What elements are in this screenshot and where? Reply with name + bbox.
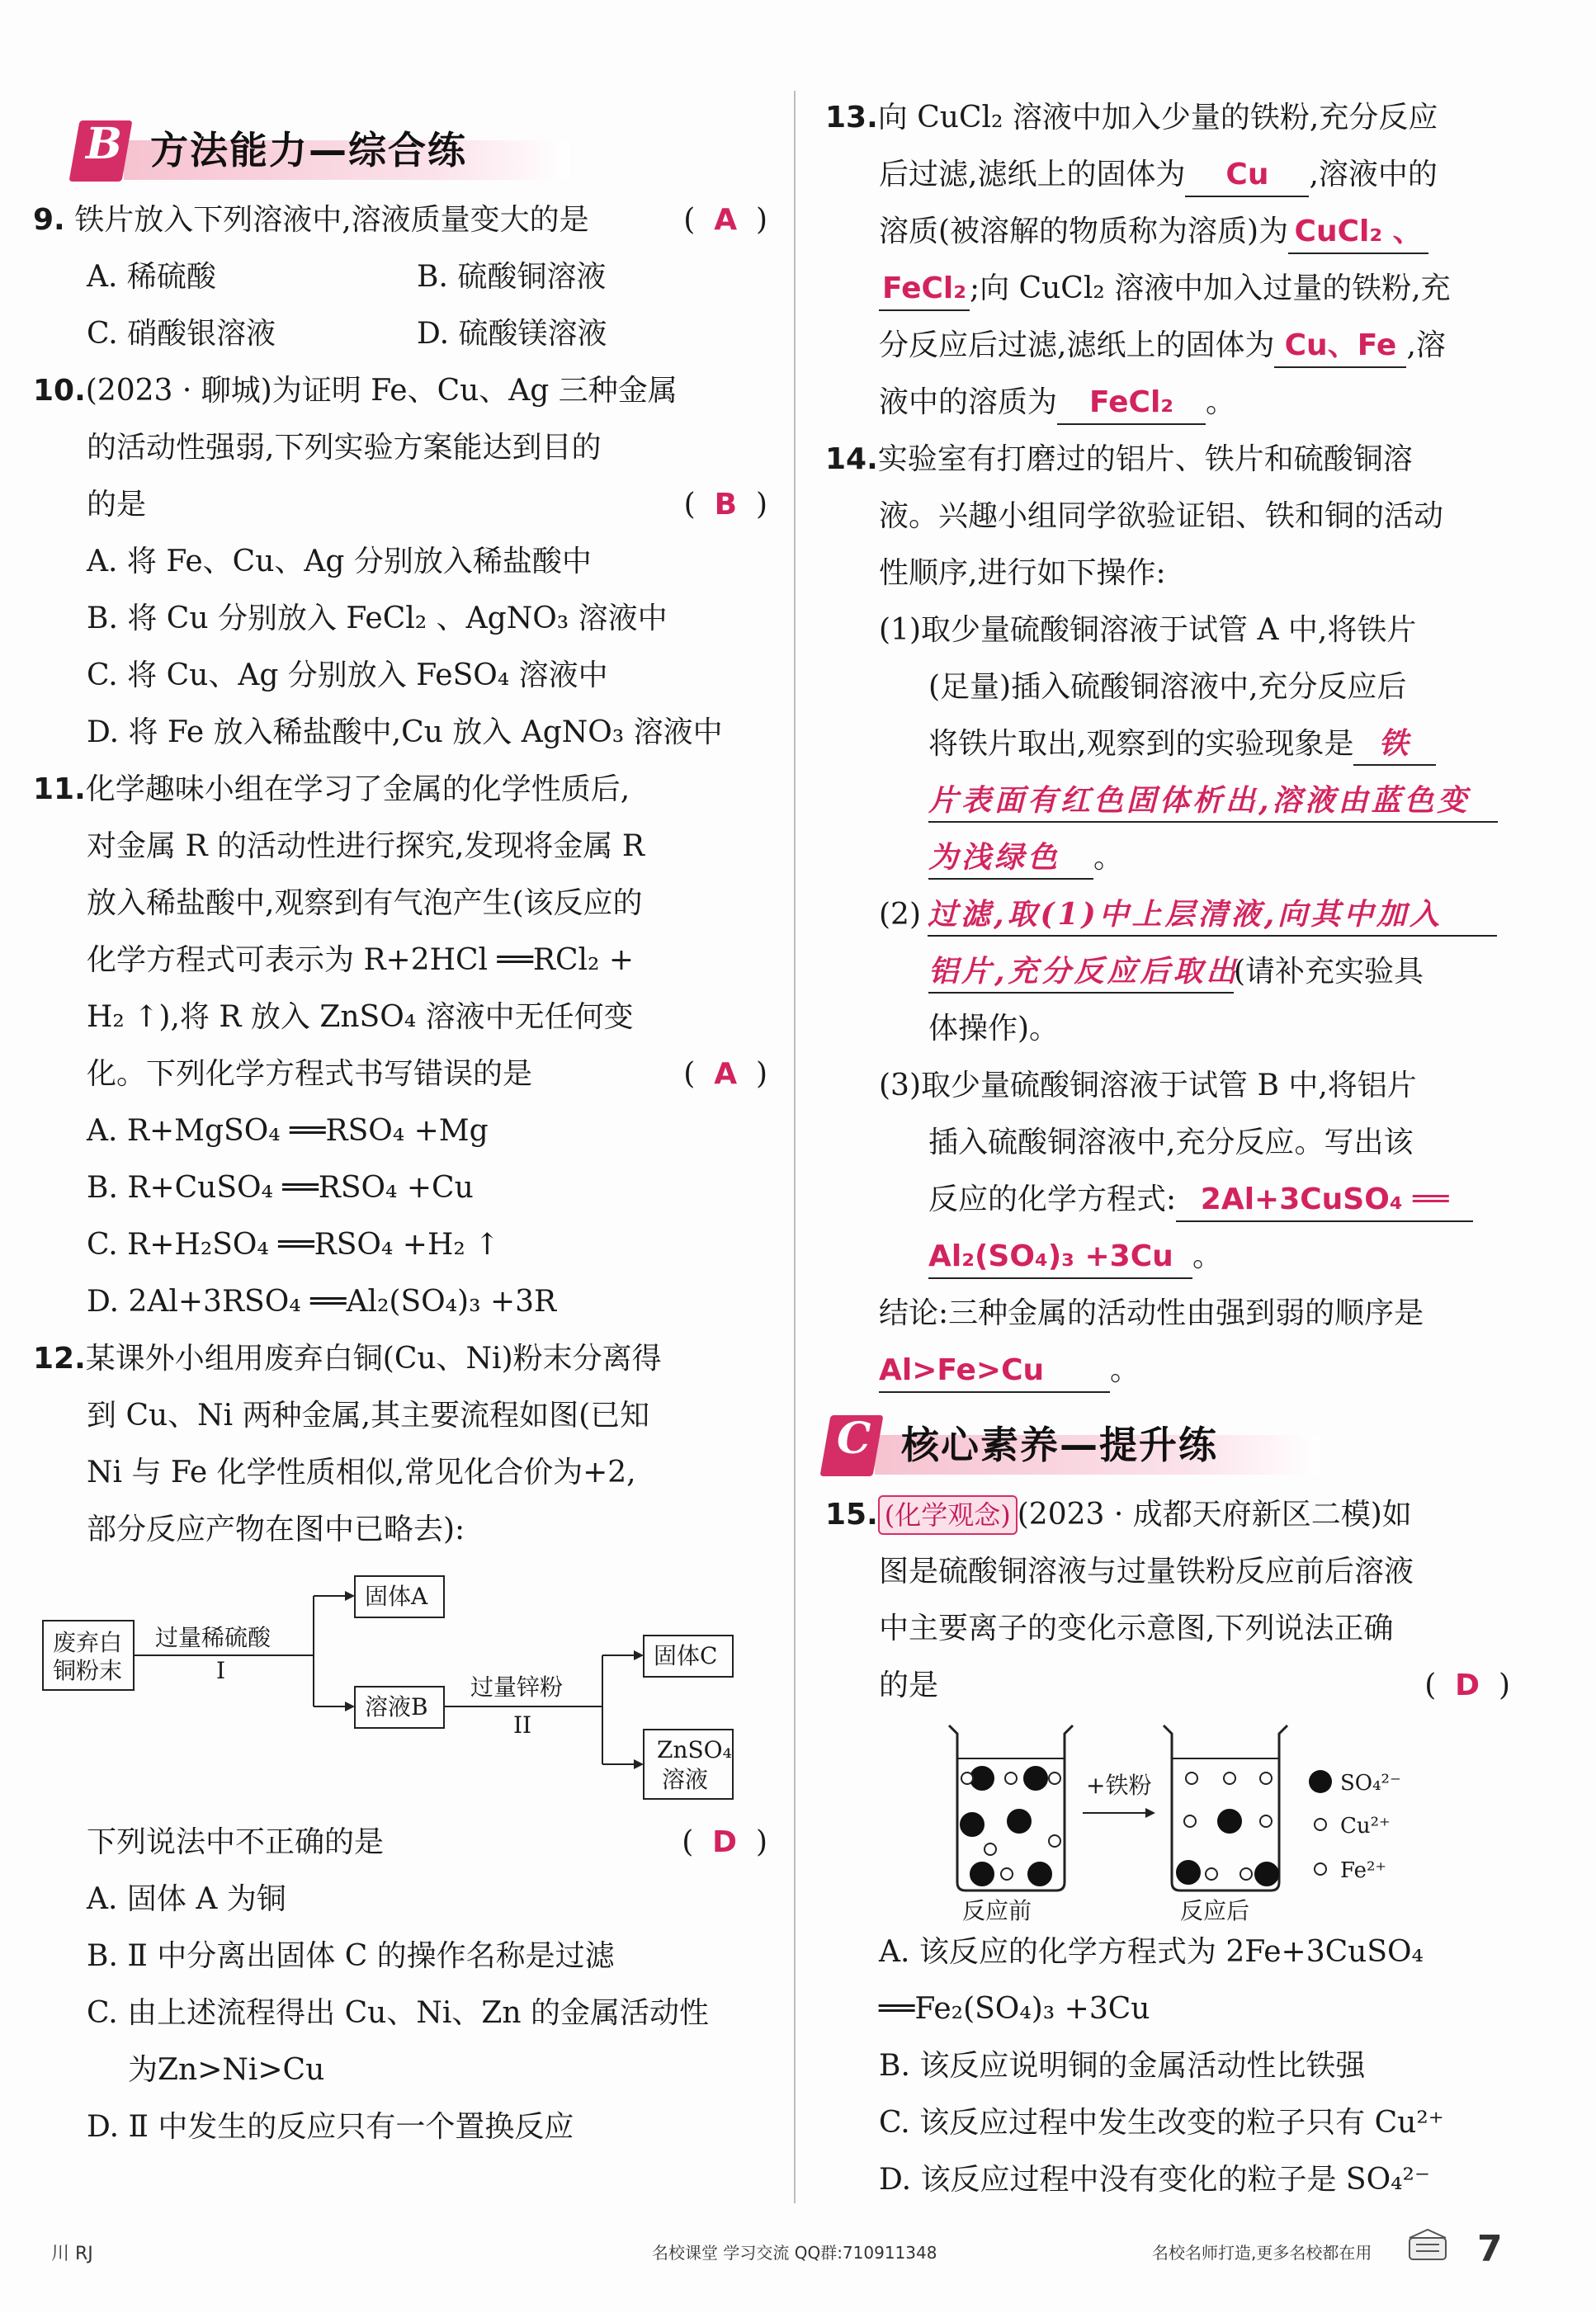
- answer-blank: 片表面有红色固体析出,溶液由蓝色变: [928, 780, 1498, 823]
- start-box-line2: 铜粉末: [53, 1657, 123, 1684]
- answer-blank: FeCl₂: [1057, 382, 1206, 425]
- question-text: 。: [1206, 385, 1236, 419]
- question-text: H₂ ↑),将 R 放入 ZnSO₄ 溶液中无任何变: [87, 1000, 634, 1034]
- answer-blank: 2Al+3CuSO₄ ══: [1176, 1179, 1473, 1222]
- question-text: 某课外小组用废弃白铜(Cu、Ni)粉末分离得: [85, 1342, 662, 1376]
- question-number: 10.: [33, 374, 86, 408]
- legend-sulfate: SO₄²⁻: [1340, 1771, 1401, 1796]
- option: A. R+MgSO₄ ══RSO₄ +Mg: [87, 1114, 489, 1148]
- option: A. 将 Fe、Cu、Ag 分别放入稀盐酸中: [87, 545, 592, 578]
- question-number: 12.: [33, 1342, 86, 1376]
- section-b-letter: B: [86, 119, 122, 169]
- step-3-text: (3)取少量硫酸铜溶液于试管 B 中,将铝片: [879, 1069, 1417, 1102]
- question-9: 9. 铁片放入下列溶液中,溶液质量变大的是 ( A ) A. 稀硫酸 B. 硫酸铜溶液 C. 硝酸银溶液 D. 硫酸镁溶液: [33, 191, 767, 362]
- publisher-contact: 名校课堂 学习交流 QQ群:710911348: [652, 2243, 937, 2263]
- question-text: 下列说法中不正确的是: [87, 1825, 385, 1859]
- option: 为Zn>Ni>Cu: [128, 2053, 325, 2087]
- option: B. 将 Cu 分别放入 FeCl₂ 、AgNO₃ 溶液中: [87, 602, 668, 635]
- answer-blank: Al>Fe>Cu: [879, 1350, 1110, 1393]
- solid-c-label: 固体C: [654, 1642, 718, 1669]
- answer-blank: Cu: [1185, 154, 1309, 197]
- left-column: [33, 116, 767, 2155]
- answer: D: [1455, 1669, 1480, 1702]
- section-c-letter: C: [837, 1414, 871, 1464]
- answer-blank: Cu、Fe: [1274, 325, 1406, 368]
- page-footer: [0, 2228, 1596, 2278]
- after-label: 反应后: [1180, 1897, 1250, 1924]
- step-2-label: (2): [879, 898, 921, 932]
- solid-a-label: 固体A: [365, 1583, 428, 1610]
- answer: D: [712, 1825, 738, 1859]
- option: D. Ⅱ 中发生的反应只有一个置换反应: [87, 2110, 574, 2144]
- answer-blank: 过滤,取(1)中上层清液,向其中加入: [928, 894, 1497, 937]
- question-text: ,溶液中的: [1309, 158, 1438, 191]
- legend-copper: Cu²⁺: [1340, 1814, 1391, 1839]
- question-text: 实验室有打磨过的铝片、铁片和硫酸铜溶: [877, 442, 1413, 476]
- step1-number: I: [216, 1657, 226, 1684]
- conclusion-text: 结论:三种金属的活动性由强到弱的顺序是: [879, 1296, 1424, 1330]
- edition-label: 川 RJ: [51, 2244, 93, 2264]
- question-text: 分反应后过滤,滤纸上的固体为: [879, 328, 1275, 362]
- step-3-text: 插入硫酸铜溶液中,充分反应。写出该: [928, 1126, 1414, 1159]
- question-number: 11.: [33, 772, 86, 806]
- answer-blank: 铁: [1353, 723, 1436, 766]
- step-2-text: 体操作)。: [928, 1012, 1060, 1046]
- answer-blank: Al₂(SO₄)₃ +3Cu: [928, 1236, 1192, 1279]
- publisher-logo-icon: [1403, 2228, 1452, 2266]
- punctuation: 。: [1093, 841, 1124, 875]
- question-text: 后过滤,滤纸上的固体为: [879, 158, 1186, 191]
- question-number: 15.: [825, 1498, 878, 1532]
- option: B. Ⅱ 中分离出固体 C 的操作名称是过滤: [87, 1939, 615, 1973]
- option: C. 该反应过程中发生改变的粒子只有 Cu²⁺: [879, 2106, 1444, 2140]
- question-text: 图是硫酸铜溶液与过量铁粉反应前后溶液: [879, 1555, 1414, 1588]
- question-text: Ni 与 Fe 化学性质相似,常见化合价为+2,: [87, 1456, 636, 1489]
- punctuation: 。: [1192, 1239, 1223, 1273]
- answer-blank: FeCl₂: [879, 268, 970, 311]
- option: C. 硝酸银溶液: [87, 317, 276, 351]
- question-text: 化学趣味小组在学习了金属的化学性质后,: [85, 772, 630, 806]
- column-divider: [794, 91, 796, 2203]
- question-text: 液中的溶质为: [879, 385, 1058, 419]
- right-column: [825, 89, 1510, 2208]
- question-text: 中主要离子的变化示意图,下列说法正确: [879, 1612, 1394, 1645]
- question-10: 10.(2023 · 聊城)为证明 Fe、Cu、Ag 三种金属 的活动性强弱,下列实验方案能达到目的 的是 ( B ) A. 将 Fe、Cu、Ag 分别放入稀盐酸中 B. 将 Cu 分别放入 FeCl₂ 、AgNO₃ 溶液中 C. 将 Cu、Ag 分别放入 FeSO₄ 溶液中 D. 将 Fe 放入稀盐酸中,Cu 放入 AgNO₃ 溶液中: [33, 362, 767, 761]
- section-c-header: [825, 1410, 1510, 1481]
- question-text: 对金属 R 的活动性进行探究,发现将金属 R: [87, 829, 645, 863]
- punctuation: 。: [1110, 1353, 1140, 1387]
- question-text: 性顺序,进行如下操作:: [879, 556, 1166, 590]
- question-text: 到 Cu、Ni 两种金属,其主要流程如图(已知: [87, 1399, 650, 1433]
- answer: A: [714, 203, 738, 237]
- question-text: 溶质(被溶解的物质称为溶质)为: [879, 215, 1289, 248]
- question-text: (2023 · 成都天府新区二模)如: [1017, 1498, 1412, 1532]
- flow-diagram: [41, 1563, 767, 1810]
- page-number: 7: [1477, 2228, 1503, 2270]
- question-text: 的是: [87, 488, 147, 522]
- step-1-text: (1)取少量硫酸铜溶液于试管 A 中,将铁片: [879, 613, 1417, 647]
- answer-blank: 铝片,充分反应后取出: [928, 951, 1234, 994]
- question-text: 化学方程式可表示为 R+2HCl ══RCl₂ +: [87, 943, 635, 977]
- step1-label: 过量稀硫酸: [155, 1624, 272, 1651]
- question-text: 的是: [879, 1669, 939, 1702]
- question-number: 9.: [33, 203, 65, 237]
- step-1-text: 将铁片取出,观察到的实验现象是: [928, 727, 1354, 761]
- question-text: 放入稀盐酸中,观察到有气泡产生(该反应的: [87, 886, 643, 920]
- arrow-label: +铁粉: [1086, 1772, 1152, 1799]
- answer-blank: 为浅绿色: [928, 837, 1093, 880]
- step-1-text: (足量)插入硫酸铜溶液中,充分反应后: [928, 670, 1407, 704]
- section-b-title: 方法能力—综合练: [150, 128, 467, 172]
- question-11: 11.化学趣味小组在学习了金属的化学性质后, 对金属 R 的活动性进行探究,发现将金属 R 放入稀盐酸中,观察到有气泡产生(该反应的 化学方程式可表示为 R+2HCl ══RCl₂ + H₂ ↑),将 R 放入 ZnSO₄ 溶液中无任何变 化。下列化学方程式书写错误的是 ( A ) A. R+MgSO₄ ══RSO₄ +Mg B. R+CuSO₄ ══RSO₄ +Cu C. R+H₂SO₄ ══RSO₄ +H₂ ↑ D. 2Al+3RSO₄ ══Al₂(SO₄)₃ +3R: [33, 761, 767, 1330]
- question-text: 液。兴趣小组同学欲验证铝、铁和铜的活动: [879, 499, 1444, 533]
- option: B. R+CuSO₄ ══RSO₄ +Cu: [87, 1171, 474, 1205]
- question-14: [825, 431, 1510, 1399]
- option: D. 将 Fe 放入稀盐酸中,Cu 放入 AgNO₃ 溶液中: [87, 715, 723, 749]
- question-number: 14.: [825, 442, 878, 476]
- option: B. 硫酸铜溶液: [417, 260, 607, 294]
- question-text: ;向 CuCl₂ 溶液中加入过量的铁粉,充: [970, 271, 1451, 305]
- section-c-title: 核心素养—提升练: [901, 1423, 1218, 1467]
- solution-b-label: 溶液B: [365, 1693, 428, 1721]
- option: A. 稀硫酸: [87, 260, 216, 294]
- znso4-line2: 溶液: [662, 1766, 709, 1793]
- before-label: 反应前: [962, 1897, 1032, 1924]
- question-text: 向 CuCl₂ 溶液中加入少量的铁粉,充分反应: [877, 101, 1438, 135]
- question-text: ,溶: [1406, 328, 1446, 362]
- legend-iron: Fe²⁺: [1340, 1858, 1387, 1883]
- ion-change-figure: [933, 1717, 1510, 1924]
- option: C. 将 Cu、Ag 分别放入 FeSO₄ 溶液中: [87, 658, 608, 692]
- step-3-text: 反应的化学方程式:: [928, 1182, 1177, 1216]
- question-12: 12.某课外小组用废弃白铜(Cu、Ni)粉末分离得 到 Cu、Ni 两种金属,其主要流程如图(已知 Ni 与 Fe 化学性质相似,常见化合价为+2, 部分反应产物在图中已略去): 废弃白 铜粉末 过量稀硫酸 I 固体A 溶液B 过量锌粉 II 固体C ZnSO₄ 溶液 下列说法中不正确的是 ( D ) A. 固体 A 为铜 B. Ⅱ 中分离出固体 C 的操作名称是过滤 C. 由上述流程得出 Cu、Ni、Zn 的金属活动性 为Zn>Ni>Cu D. Ⅱ 中发生的反应只有一个置换反应: [33, 1330, 767, 2155]
- znso4-line1: ZnSO₄: [657, 1736, 732, 1763]
- answer: A: [714, 1057, 738, 1091]
- step2-label: 过量锌粉: [470, 1673, 564, 1701]
- answer: B: [714, 488, 738, 522]
- answer-blank: CuCl₂ 、: [1288, 211, 1428, 254]
- option: B. 该反应说明铜的金属活动性比铁强: [879, 2049, 1366, 2083]
- question-text: 的活动性强弱,下列实验方案能达到目的: [87, 431, 602, 465]
- option: A. 固体 A 为铜: [87, 1882, 286, 1916]
- option: C. 由上述流程得出 Cu、Ni、Zn 的金属活动性: [87, 1996, 709, 2030]
- question-13: [825, 89, 1510, 431]
- option: D. 该反应过程中没有变化的粒子是 SO₄²⁻: [879, 2163, 1430, 2197]
- publisher-slogan: 名校名师打造,更多名校都在用: [1152, 2243, 1372, 2263]
- step-2-text: (请补充实验具: [1234, 955, 1424, 989]
- question-number: 13.: [825, 101, 878, 135]
- option: ══Fe₂(SO₄)₃ +3Cu: [879, 1992, 1150, 2026]
- option: D. 2Al+3RSO₄ ══Al₂(SO₄)₃ +3R: [87, 1285, 557, 1319]
- category-tag: (化学观念): [878, 1495, 1018, 1535]
- option: D. 硫酸镁溶液: [417, 317, 607, 351]
- question-text: 化。下列化学方程式书写错误的是: [87, 1057, 533, 1091]
- step2-number: II: [513, 1711, 532, 1739]
- question-stem: 铁片放入下列溶液中,溶液质量变大的是: [74, 203, 589, 237]
- section-b-header: [74, 116, 767, 186]
- question-15: 15. (化学观念) (2023 · 成都天府新区二模)如 图是硫酸铜溶液与过量铁粉反应前后溶液 中主要离子的变化示意图,下列说法正确 的是 ( D ) +铁粉 反应前 反应后 SO₄²⁻ Cu²⁺ Fe²⁺ A. 该反应的化学方程式为 2Fe+3CuSO₄ ══Fe₂(SO₄)₃ +3Cu B. 该反应说明铜的金属活动性比铁强 C. 该反应过程中发生改变的粒子只有 Cu²⁺ D. 该反应过程中没有变化的粒子是 SO₄²⁻: [825, 1486, 1510, 2208]
- option: A. 该反应的化学方程式为 2Fe+3CuSO₄: [879, 1935, 1424, 1969]
- question-text: (2023 · 聊城)为证明 Fe、Cu、Ag 三种金属: [85, 374, 678, 408]
- start-box-line1: 废弃白: [53, 1629, 123, 1656]
- question-text: 部分反应产物在图中已略去):: [87, 1513, 465, 1546]
- option: C. R+H₂SO₄ ══RSO₄ +H₂ ↑: [87, 1228, 500, 1262]
